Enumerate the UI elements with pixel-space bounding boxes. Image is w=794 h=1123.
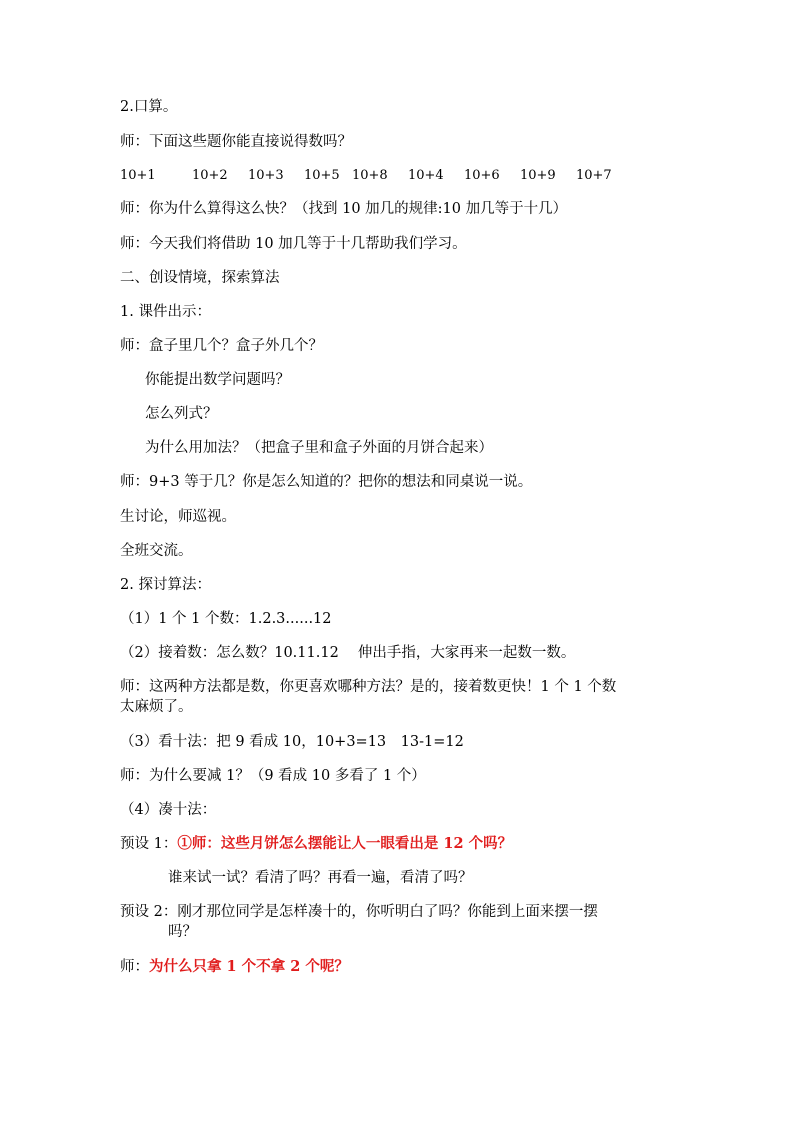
equation-8: 10+9	[520, 168, 556, 183]
method-line: （2）接着数：怎么数？10.11.12 伸出手指，大家再来一起数一数。	[120, 645, 576, 661]
teacher-line: 师：你为什么算得这么快？（找到 10 加几的规律:10 加几等于十几）	[120, 201, 568, 217]
activity-line: 生讨论，师巡视。	[120, 509, 236, 525]
teacher-line: 师：盒子里几个？盒子外几个？	[120, 338, 323, 354]
equation-6: 10+4	[408, 168, 444, 183]
equation-4: 10+5	[304, 168, 340, 183]
step-heading: 1. 课件出示：	[120, 304, 211, 320]
method-line: （1）1 个 1 个数：1.2.3......12	[120, 611, 332, 627]
teacher-prompt: 谁来试一试？看清了吗？再看一遍，看清了吗？	[168, 870, 473, 886]
teacher-prompt: 怎么列式？	[145, 406, 218, 422]
equation-5: 10+8	[352, 168, 388, 183]
teacher-line-continued: 太麻烦了。	[120, 699, 193, 715]
preset-label: 预设 1：	[120, 836, 178, 852]
emphasis-question: ①师：这些月饼怎么摆能让人一眼看出是 12 个吗？	[177, 835, 513, 852]
section-heading: 二、创设情境，探索算法	[120, 270, 280, 286]
activity-line: 全班交流。	[120, 543, 193, 559]
equation-1: 10+1	[120, 168, 156, 183]
equation-9: 10+7	[576, 168, 612, 183]
teacher-line: 师：今天我们将借助 10 加几等于十几帮助我们学习。	[120, 236, 467, 252]
teacher-line: 师：这两种方法都是数，你更喜欢哪种方法？是的，接着数更快！1 个 1 个数	[120, 679, 617, 695]
teacher-prompt: 为什么用加法？（把盒子里和盒子外面的月饼合起来）	[145, 440, 493, 456]
section-heading-oral-calc: 2.口算。	[120, 99, 178, 115]
teacher-question: 师：下面这些题你能直接说得数吗？	[120, 134, 352, 150]
equation-7: 10+6	[464, 168, 500, 183]
teacher-emphasis-line	[120, 958, 349, 976]
preset-2-line-continued: 吗？	[168, 924, 197, 940]
preset-2-line: 预设 2：刚才那位同学是怎样凑十的，你听明白了吗？你能到上面来摆一摆	[120, 904, 598, 920]
emphasis-question: 为什么只拿 1 个不拿 2 个呢？	[149, 958, 349, 975]
preset-1-line	[120, 835, 512, 853]
teacher-line: 师：为什么要减 1？（9 看成 10 多看了 1 个）	[120, 768, 426, 784]
step-heading: 2. 探讨算法：	[120, 577, 211, 593]
equation-2: 10+2	[192, 168, 228, 183]
teacher-line: 师：9+3 等于几？你是怎么知道的？把你的想法和同桌说一说。	[120, 474, 533, 490]
method-line: （4）凑十法：	[120, 802, 217, 818]
teacher-label: 师：	[120, 959, 149, 975]
teacher-prompt: 你能提出数学问题吗？	[145, 372, 290, 388]
equation-3: 10+3	[248, 168, 284, 183]
method-line: （3）看十法：把 9 看成 10，10+3=13 13-1=12	[120, 734, 464, 750]
